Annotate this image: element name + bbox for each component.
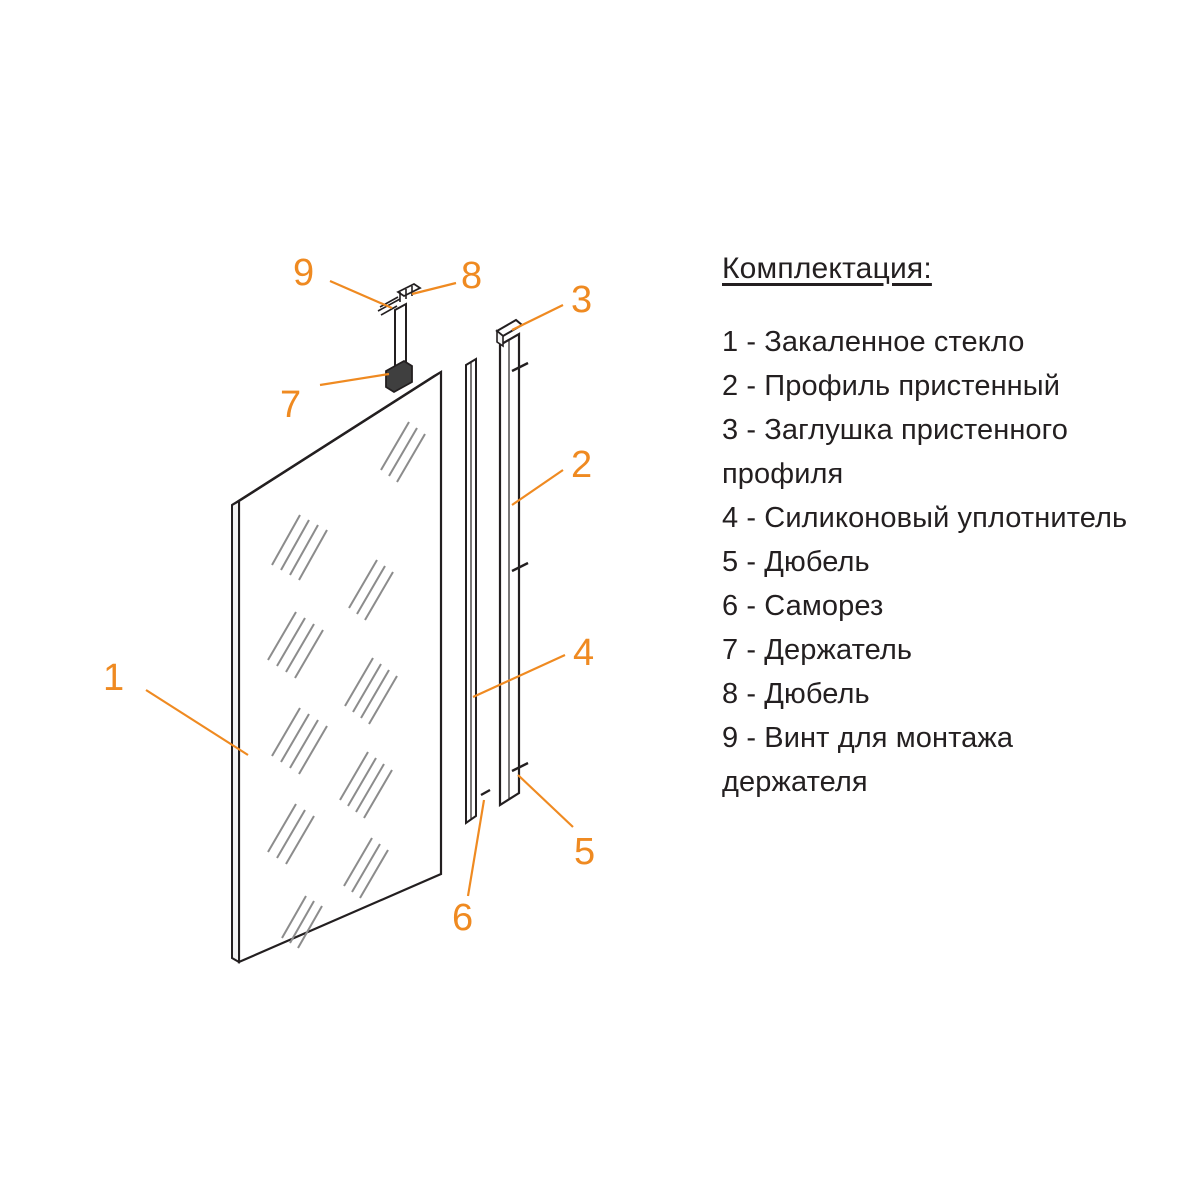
- legend-list: [722, 320, 1142, 804]
- glass-panel-edge: [232, 501, 239, 962]
- holder-clamp: [386, 361, 412, 392]
- legend-item-9: 9 - Винт для монтажа держателя: [722, 722, 1014, 798]
- parts-legend: [722, 252, 1142, 804]
- silicone-seal-part: [466, 359, 476, 823]
- callout-label-5: 5: [574, 831, 596, 873]
- legend-item-8: 8 - Дюбель: [722, 678, 870, 710]
- screw-marks: [481, 790, 490, 795]
- leader-5: [518, 775, 573, 827]
- legend-item-2: 2 - Профиль пристенный: [722, 370, 1061, 402]
- legend-item-5: 5 - Дюбель: [722, 546, 870, 578]
- legend-item-3: 3 - Заглушка пристенного профиля: [722, 414, 1068, 490]
- legend-item-1: 1 - Закаленное стекло: [722, 326, 1025, 358]
- callout-label-6: 6: [452, 897, 474, 939]
- callout-label-8: 8: [461, 255, 483, 297]
- legend-title: Комплектация:: [722, 252, 932, 285]
- callout-label-4: 4: [573, 632, 595, 674]
- glass-panel-face: [239, 372, 441, 962]
- callout-label-1: 1: [103, 657, 125, 699]
- leader-7: [320, 374, 389, 385]
- callout-label-2: 2: [571, 444, 593, 486]
- holder-top-plate: [398, 284, 420, 296]
- legend-item-4: 4 - Силиконовый уплотнитель: [722, 502, 1128, 534]
- leader-3: [512, 305, 563, 330]
- callout-label-9: 9: [293, 252, 315, 294]
- callout-label-7: 7: [280, 384, 302, 426]
- glass-panel-part: [232, 372, 441, 962]
- leader-9: [330, 281, 392, 308]
- legend-item-6: 6 - Саморез: [722, 590, 884, 622]
- wall-profile-part: [481, 320, 528, 805]
- callout-label-3: 3: [571, 279, 593, 321]
- legend-item-7: 7 - Держатель: [722, 634, 913, 666]
